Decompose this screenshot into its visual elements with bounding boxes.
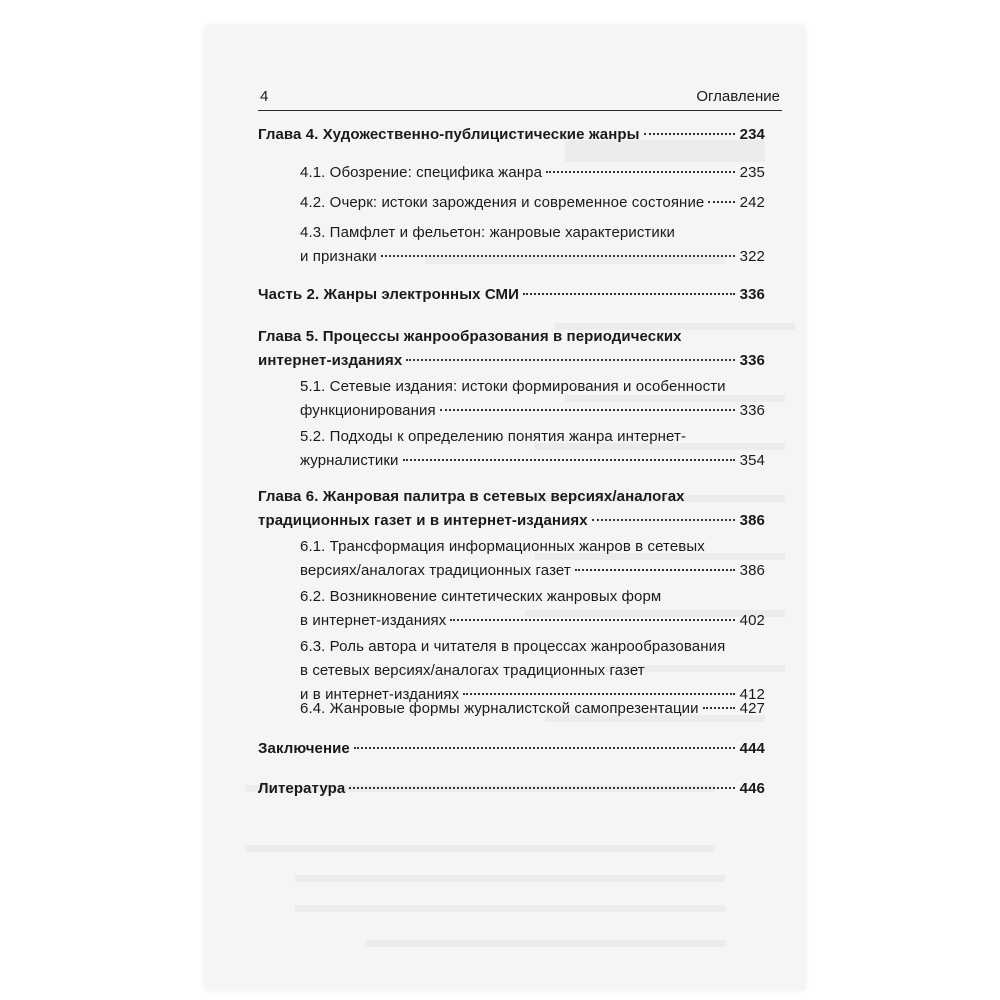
toc-entry-title-line: интернет-изданиях bbox=[258, 352, 403, 369]
dot-leader bbox=[349, 787, 734, 789]
dot-leader bbox=[703, 707, 735, 709]
dot-leader bbox=[463, 693, 735, 695]
toc-entry-title-line: Глава 6. Жанровая палитра в сетевых версиях/аналогах bbox=[258, 488, 685, 505]
toc-entry-title-line: журналистики bbox=[300, 452, 399, 469]
toc-page-number: 336 bbox=[739, 402, 765, 419]
book-page bbox=[205, 25, 805, 990]
dot-leader bbox=[644, 133, 735, 135]
toc-page-number: 412 bbox=[739, 686, 765, 703]
toc-entry-title-line: 5.1. Сетевые издания: истоки формирования и особенности bbox=[300, 378, 726, 395]
toc-page-number: 427 bbox=[739, 700, 765, 717]
toc-entry-title-line: 4.3. Памфлет и фельетон: жанровые характеристики bbox=[300, 224, 676, 241]
toc-entry-title-line: в интернет-изданиях bbox=[300, 612, 447, 629]
toc-entry-title-line: Заключение bbox=[258, 740, 350, 757]
toc-entry-title-line: традиционных газет и в интернет-изданиях bbox=[258, 512, 588, 529]
toc-page-number: 235 bbox=[739, 164, 765, 181]
toc-entry-title-line: в сетевых версиях/аналогах традиционных газет bbox=[300, 662, 645, 679]
toc-page-number: 446 bbox=[739, 780, 765, 797]
toc-entry bbox=[300, 221, 765, 269]
toc-page-number: 444 bbox=[739, 740, 765, 757]
toc-page-number: 234 bbox=[739, 126, 765, 143]
dot-leader bbox=[708, 201, 734, 203]
running-title: Оглавление bbox=[696, 88, 780, 105]
toc-entry-title-line: и в интернет-изданиях bbox=[300, 686, 460, 703]
dot-leader bbox=[440, 409, 735, 411]
dot-leader bbox=[575, 569, 735, 571]
dot-leader bbox=[546, 171, 735, 173]
toc-entry bbox=[300, 375, 765, 423]
toc-entry-title-line: 6.3. Роль автора и читателя в процессах жанрообразования bbox=[300, 638, 726, 655]
toc-entry bbox=[258, 485, 765, 533]
dot-leader bbox=[403, 459, 735, 461]
toc-entry bbox=[300, 697, 765, 721]
toc-entry bbox=[258, 777, 765, 801]
toc-entry-title-line: Литература bbox=[258, 780, 346, 797]
toc-entry-title-line: 6.1. Трансформация информационных жанров в сетевых bbox=[300, 538, 705, 555]
toc-entry bbox=[258, 737, 765, 761]
toc-entry-title-line: версиях/аналогах традиционных газет bbox=[300, 562, 571, 579]
toc-entry-title-line: функционирования bbox=[300, 402, 436, 419]
toc-entry bbox=[300, 535, 765, 583]
dot-leader bbox=[592, 519, 735, 521]
toc-entry-title-line: Глава 5. Процессы жанрообразования в периодических bbox=[258, 328, 682, 345]
toc-entry bbox=[300, 191, 765, 215]
toc-entry-title-line: 6.4. Жанровые формы журналистской самопрезентации bbox=[300, 700, 699, 717]
toc-page-number: 336 bbox=[739, 352, 765, 369]
toc-entry bbox=[300, 161, 765, 185]
toc-page-number: 402 bbox=[739, 612, 765, 629]
toc-page-number: 386 bbox=[739, 562, 765, 579]
toc-page-number: 386 bbox=[739, 512, 765, 529]
dot-leader bbox=[354, 747, 735, 749]
toc-entry-title-line: и признаки bbox=[300, 248, 377, 265]
dot-leader bbox=[406, 359, 734, 361]
toc-entry-title-line: 4.1. Обозрение: специфика жанра bbox=[300, 164, 543, 181]
dot-leader bbox=[450, 619, 734, 621]
toc-entry-title-line: 6.2. Возникновение синтетических жанровых форм bbox=[300, 588, 662, 605]
toc-entry bbox=[258, 283, 765, 307]
toc-entry-title-line: 4.2. Очерк: истоки зарождения и современное состояние bbox=[300, 194, 705, 211]
toc-entry bbox=[258, 325, 765, 373]
toc-entry bbox=[300, 425, 765, 473]
toc-entry-title-line: Глава 4. Художественно-публицистические жанры bbox=[258, 126, 640, 143]
dot-leader bbox=[523, 293, 735, 295]
toc-entry-title-line: Часть 2. Жанры электронных СМИ bbox=[258, 286, 520, 303]
table-of-contents bbox=[205, 25, 805, 990]
toc-page-number: 354 bbox=[739, 452, 765, 469]
toc-entry-title-line: 5.2. Подходы к определению понятия жанра интернет- bbox=[300, 428, 687, 445]
toc-entry bbox=[300, 585, 765, 633]
toc-entry bbox=[258, 123, 765, 147]
toc-page-number: 336 bbox=[739, 286, 765, 303]
dot-leader bbox=[381, 255, 735, 257]
toc-page-number: 242 bbox=[739, 194, 765, 211]
page-number: 4 bbox=[260, 88, 269, 105]
toc-page-number: 322 bbox=[739, 248, 765, 265]
